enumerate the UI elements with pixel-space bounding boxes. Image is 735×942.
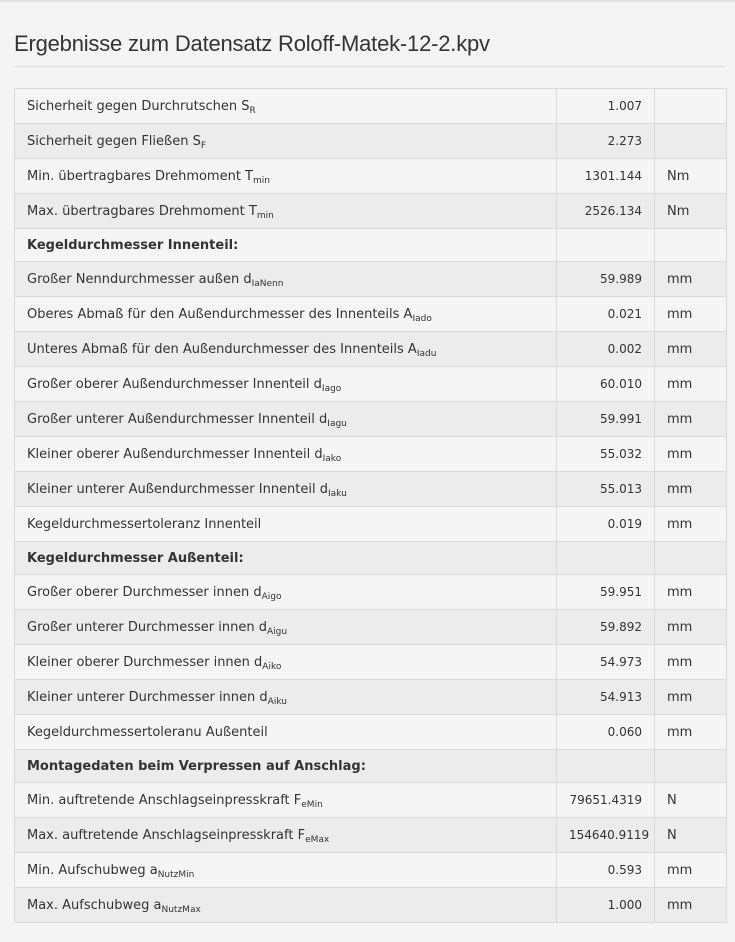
- parameter-unit: mm: [655, 645, 727, 680]
- parameter-unit: mm: [655, 262, 727, 297]
- parameter-value: 0.002: [557, 332, 655, 367]
- table-row: [15, 297, 727, 332]
- label-text: Kleiner oberer Durchmesser innen d: [27, 654, 263, 670]
- label-subscript: eMin: [301, 799, 323, 810]
- table-row: [15, 680, 727, 715]
- label-subscript: Aiku: [267, 696, 287, 707]
- parameter-unit: N: [655, 783, 727, 818]
- parameter-unit: mm: [655, 507, 727, 542]
- parameter-unit: mm: [655, 610, 727, 645]
- parameter-value: 79651.4319: [557, 783, 655, 818]
- parameter-value: 0.060: [557, 715, 655, 750]
- table-row: [15, 610, 727, 645]
- parameter-unit: mm: [655, 437, 727, 472]
- parameter-unit: mm: [655, 888, 727, 923]
- table-row: [15, 783, 727, 818]
- parameter-value: 1301.144: [557, 159, 655, 194]
- parameter-unit: Nm: [655, 194, 727, 229]
- label-text: Max. Aufschubweg a: [27, 897, 162, 913]
- parameter-label: [15, 610, 557, 645]
- parameter-label: [15, 124, 557, 159]
- label-text: Sicherheit gegen Fließen S: [27, 133, 201, 149]
- table-row: [15, 715, 727, 750]
- label-text: Kegeldurchmessertoleranz Innenteil: [27, 516, 262, 532]
- table-row: [15, 645, 727, 680]
- label-text: Großer Nenndurchmesser außen d: [27, 271, 252, 287]
- parameter-value: 59.991: [557, 402, 655, 437]
- table-row: [15, 575, 727, 610]
- label-text: Max. auftretende Anschlagseinpresskraft F: [27, 827, 306, 843]
- parameter-unit: mm: [655, 715, 727, 750]
- label-subscript: Iagu: [327, 418, 347, 429]
- parameter-unit: mm: [655, 402, 727, 437]
- parameter-value: 59.892: [557, 610, 655, 645]
- parameter-value: 59.951: [557, 575, 655, 610]
- table-row: [15, 818, 727, 853]
- label-text: Oberes Abmaß für den Außendurchmesser des Innenteils A: [27, 306, 413, 322]
- parameter-label: [15, 89, 557, 124]
- parameter-label: [15, 194, 557, 229]
- label-subscript: Iaku: [328, 488, 347, 499]
- label-text: Großer unterer Durchmesser innen d: [27, 619, 267, 635]
- parameter-unit: [655, 229, 727, 262]
- label-text: Unteres Abmaß für den Außendurchmesser des Innenteils A: [27, 341, 417, 357]
- label-subscript: Iago: [321, 383, 342, 394]
- label-text: Montagedaten beim Verpressen auf Anschlag:: [27, 758, 366, 774]
- parameter-value: 60.010: [557, 367, 655, 402]
- label-text: Kleiner oberer Außendurchmesser Innenteil d: [27, 446, 323, 462]
- label-text: Min. Aufschubweg a: [27, 862, 158, 878]
- parameter-unit: mm: [655, 472, 727, 507]
- table-row: [15, 159, 727, 194]
- parameter-unit: [655, 89, 727, 124]
- parameter-unit: [655, 542, 727, 575]
- page-title: Ergebnisse zum Datensatz Roloff-Matek-12-2.kpv: [14, 31, 490, 56]
- parameter-label: [15, 818, 557, 853]
- section-title: [15, 750, 557, 783]
- label-subscript: Aigu: [266, 626, 288, 637]
- label-subscript: R: [249, 105, 256, 116]
- parameter-label: [15, 159, 557, 194]
- label-text: Min. auftretende Anschlagseinpresskraft F: [27, 792, 302, 808]
- parameter-label: [15, 853, 557, 888]
- table-row: [15, 194, 727, 229]
- parameter-label: [15, 367, 557, 402]
- label-subscript: min: [253, 175, 270, 186]
- parameter-label: [15, 680, 557, 715]
- parameter-label: [15, 645, 557, 680]
- parameter-label: [15, 297, 557, 332]
- label-subscript: NutzMin: [157, 869, 195, 880]
- label-subscript: F: [200, 140, 207, 151]
- table-row: [15, 888, 727, 923]
- parameter-unit: Nm: [655, 159, 727, 194]
- label-text: Großer oberer Außendurchmesser Innenteil d: [27, 376, 322, 392]
- section-title: [15, 542, 557, 575]
- parameter-value: [557, 750, 655, 783]
- parameter-value: 54.913: [557, 680, 655, 715]
- parameter-value: 2.273: [557, 124, 655, 159]
- label-text: Kleiner unterer Außendurchmesser Innenteil d: [27, 481, 328, 497]
- label-subscript: NutzMax: [161, 904, 201, 915]
- label-subscript: eMax: [305, 834, 330, 845]
- label-subscript: Aigo: [261, 591, 282, 602]
- table-row: [15, 89, 727, 124]
- parameter-unit: [655, 750, 727, 783]
- parameter-value: [557, 229, 655, 262]
- table-row: [15, 332, 727, 367]
- parameter-label: [15, 715, 557, 750]
- parameter-unit: mm: [655, 332, 727, 367]
- label-text: Min. übertragbares Drehmoment T: [27, 168, 254, 184]
- label-text: Kleiner unterer Durchmesser innen d: [27, 689, 268, 705]
- parameter-unit: N: [655, 818, 727, 853]
- section-title: [15, 229, 557, 262]
- parameter-label: [15, 507, 557, 542]
- table-row: [15, 437, 727, 472]
- table-row: [15, 124, 727, 159]
- parameter-unit: mm: [655, 575, 727, 610]
- label-text: Kegeldurchmessertoleranu Außenteil: [27, 724, 268, 740]
- results-table: [14, 88, 727, 923]
- label-text: Großer unterer Außendurchmesser Innenteil d: [27, 411, 328, 427]
- parameter-value: 2526.134: [557, 194, 655, 229]
- parameter-value: 54.973: [557, 645, 655, 680]
- parameter-value: 0.593: [557, 853, 655, 888]
- parameter-value: [557, 542, 655, 575]
- parameter-value: 59.989: [557, 262, 655, 297]
- parameter-label: [15, 783, 557, 818]
- label-subscript: IaNenn: [251, 278, 284, 289]
- label-subscript: Iado: [412, 313, 432, 324]
- table-row: [15, 472, 727, 507]
- table-row: [15, 402, 727, 437]
- parameter-value: 1.007: [557, 89, 655, 124]
- parameter-value: 0.021: [557, 297, 655, 332]
- parameter-unit: mm: [655, 367, 727, 402]
- parameter-unit: mm: [655, 297, 727, 332]
- parameter-label: [15, 472, 557, 507]
- table-row: [15, 507, 727, 542]
- title-divider: [14, 66, 725, 67]
- label-text: Kegeldurchmesser Innenteil:: [27, 237, 239, 253]
- parameter-label: [15, 262, 557, 297]
- parameter-unit: mm: [655, 680, 727, 715]
- label-subscript: Iadu: [416, 348, 437, 359]
- label-text: Max. übertragbares Drehmoment T: [27, 203, 257, 219]
- section-header-row: [15, 542, 727, 575]
- parameter-label: [15, 888, 557, 923]
- section-header-row: [15, 229, 727, 262]
- table-row: [15, 367, 727, 402]
- parameter-label: [15, 575, 557, 610]
- top-divider: [0, 0, 735, 2]
- parameter-value: 55.032: [557, 437, 655, 472]
- label-text: Großer oberer Durchmesser innen d: [27, 584, 262, 600]
- parameter-value: 1.000: [557, 888, 655, 923]
- table-row: [15, 262, 727, 297]
- parameter-value: 154640.9119: [557, 818, 655, 853]
- parameter-unit: mm: [655, 853, 727, 888]
- label-subscript: Iako: [322, 453, 342, 464]
- table-row: [15, 853, 727, 888]
- parameter-label: [15, 437, 557, 472]
- parameter-label: [15, 332, 557, 367]
- parameter-unit: [655, 124, 727, 159]
- label-text: Sicherheit gegen Durchrutschen S: [27, 98, 250, 114]
- parameter-label: [15, 402, 557, 437]
- parameter-value: 55.013: [557, 472, 655, 507]
- section-header-row: [15, 750, 727, 783]
- label-subscript: Aiko: [262, 661, 282, 672]
- label-subscript: min: [256, 210, 274, 221]
- label-text: Kegeldurchmesser Außenteil:: [27, 550, 244, 566]
- parameter-value: 0.019: [557, 507, 655, 542]
